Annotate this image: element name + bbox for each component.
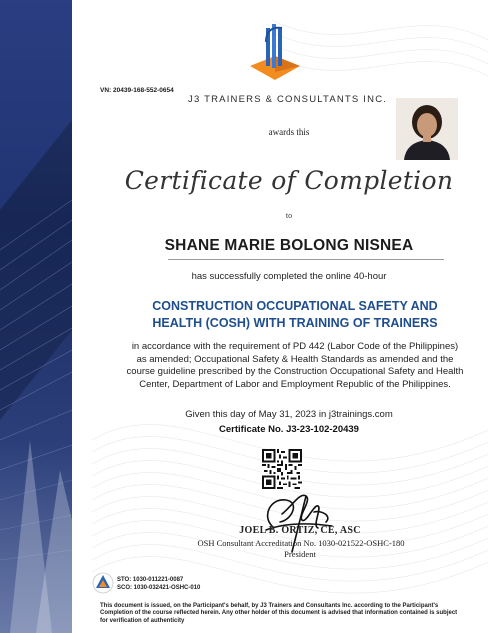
course-title: CONSTRUCTION OCCUPATIONAL SAFETY AND HEALTH (COSH) WITH TRAINING OF TRAINERS xyxy=(152,299,438,330)
signatory-role: President xyxy=(284,549,316,559)
certificate-title: Certificate of Completion xyxy=(124,166,454,195)
signatory-name: JOEL B. ORTIZ, CE, ASC xyxy=(239,525,361,536)
j3-company-logo xyxy=(244,22,306,84)
issuer-name: J3 TRAINERS & CONSULTANTS INC. xyxy=(188,94,388,105)
authenticity-disclaimer: This document is issued, on the Participant's behalf, by J3 Trainers and Consultants Inc. according to the Participant's Completion of the course reflected herein. Any other holder of this document is advised that information contained is subject for verification of authenticity xyxy=(100,603,458,624)
awards-text: awards this xyxy=(268,127,310,137)
name-underline xyxy=(168,259,444,260)
certificate-number: Certificate No. J3-23-102-20439 xyxy=(219,424,359,435)
to-text: to xyxy=(285,211,293,220)
accreditation-codes xyxy=(117,577,200,592)
sco-code: SCO: 1030-032421-OSHC-010 xyxy=(117,584,201,591)
verification-number: VN: 20439-168-552-0654 xyxy=(100,87,174,94)
issue-date-statement: Given this day of May 31, 2023 in j3trainings.com xyxy=(185,409,393,420)
building-sidebar-image xyxy=(0,0,72,633)
verification-qr-code xyxy=(262,449,302,489)
signatory-accreditation: OSH Consultant Accreditation No. 1030-021522-OSHC-180 xyxy=(197,538,405,548)
oshc-seal-icon xyxy=(92,572,114,594)
recipient-name: SHANE MARIE BOLONG NISNEA xyxy=(164,237,414,254)
accordance-statement: in accordance with the requirement of PD 442 (Labor Code of the Philippines) as amended; Occupational Safety & Health Standards as amended and the course guideline prescribed by the Construction Occupational Safety and Health Center, Department of Labor and Employment Republic of the Philippines. xyxy=(126,341,464,390)
sto-code: STO: 1030-011221-0087 xyxy=(117,577,184,583)
completion-statement: has successfully completed the online 40-hour xyxy=(191,271,387,282)
